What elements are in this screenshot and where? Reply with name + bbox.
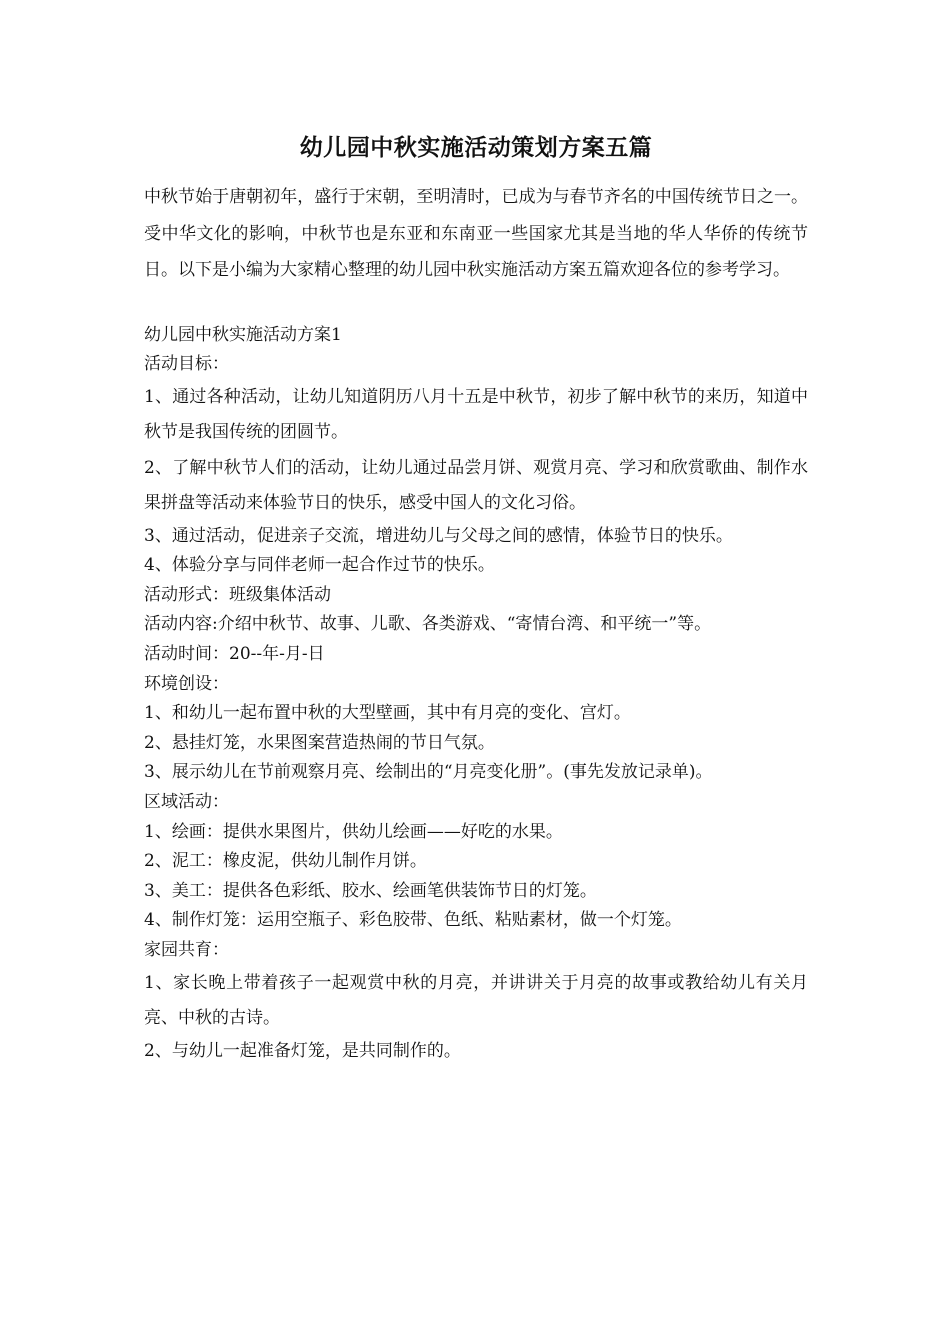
goal-item: 2、了解中秋节人们的活动，让幼儿通过品尝月饼、观赏月亮、学习和欣赏歌曲、制作水果拼盘等活动来体验节日的快乐，感受中国人的文化习俗。 [144, 457, 808, 514]
area-item: 3、美工：提供各色彩纸、胶水、绘画笔供装饰节日的灯笼。 [144, 880, 597, 901]
goal-item: 4、体验分享与同伴老师一起合作过节的快乐。 [144, 555, 495, 576]
home-item: 1、家长晚上带着孩子一起观赏中秋的月亮，并讲讲关于月亮的故事或教给幼儿有关月亮、中秋的古诗。 [144, 972, 808, 1029]
paragraph-gap [144, 289, 808, 321]
area-heading: 区域活动： [144, 792, 229, 813]
env-heading: 环境创设： [144, 673, 229, 694]
env-item: 2、悬挂灯笼，水果图案营造热闹的节日气氛。 [144, 732, 495, 753]
activity-time: 活动时间：20--年-月-日 [144, 644, 325, 665]
goals-heading: 活动目标： [144, 354, 229, 375]
area-item: 4、制作灯笼：运用空瓶子、彩色胶带、色纸、粘贴素材，做一个灯笼。 [144, 910, 682, 931]
intro-paragraph: 中秋节始于唐朝初年，盛行于宋朝，至明清时，已成为与春节齐名的中国传统节日之一。受中华文化的影响，中秋节也是东亚和东南亚一些国家尤其是当地的华人华侨的传统节日。以下是小编为大家精心整理的幼儿园中秋实施活动方案五篇欢迎各位的参考学习。 [144, 187, 808, 280]
home-heading: 家园共育： [144, 940, 229, 960]
goal-item: 1、通过各种活动，让幼儿知道阴历八月十五是中秋节，初步了解中秋节的来历，知道中秋节是我国传统的团圆节。 [144, 386, 808, 443]
section-title: 幼儿园中秋实施活动方案1 [144, 324, 342, 345]
document-page [144, 128, 808, 1066]
home-item: 2、与幼儿一起准备灯笼，是共同制作的。 [144, 1040, 461, 1061]
area-item: 1、绘画：提供水果图片，供幼儿绘画——好吃的水果。 [144, 821, 563, 842]
area-item: 2、泥工：橡皮泥，供幼儿制作月饼。 [144, 851, 427, 872]
activity-form: 活动形式：班级集体活动 [144, 584, 331, 605]
goal-item: 3、通过活动，促进亲子交流，增进幼儿与父母之间的感情，体验节日的快乐。 [144, 525, 733, 546]
env-item: 1、和幼儿一起布置中秋的大型壁画，其中有月亮的变化、宫灯。 [144, 703, 631, 724]
document-title: 幼儿园中秋实施活动策划方案五篇 [299, 134, 653, 161]
env-item: 3、展示幼儿在节前观察月亮、绘制出的“月亮变化册”。(事先发放记录单)。 [144, 762, 713, 783]
activity-content: 活动内容:介绍中秋节、故事、儿歌、各类游戏、“寄情台湾、和平统一”等。 [144, 614, 712, 635]
